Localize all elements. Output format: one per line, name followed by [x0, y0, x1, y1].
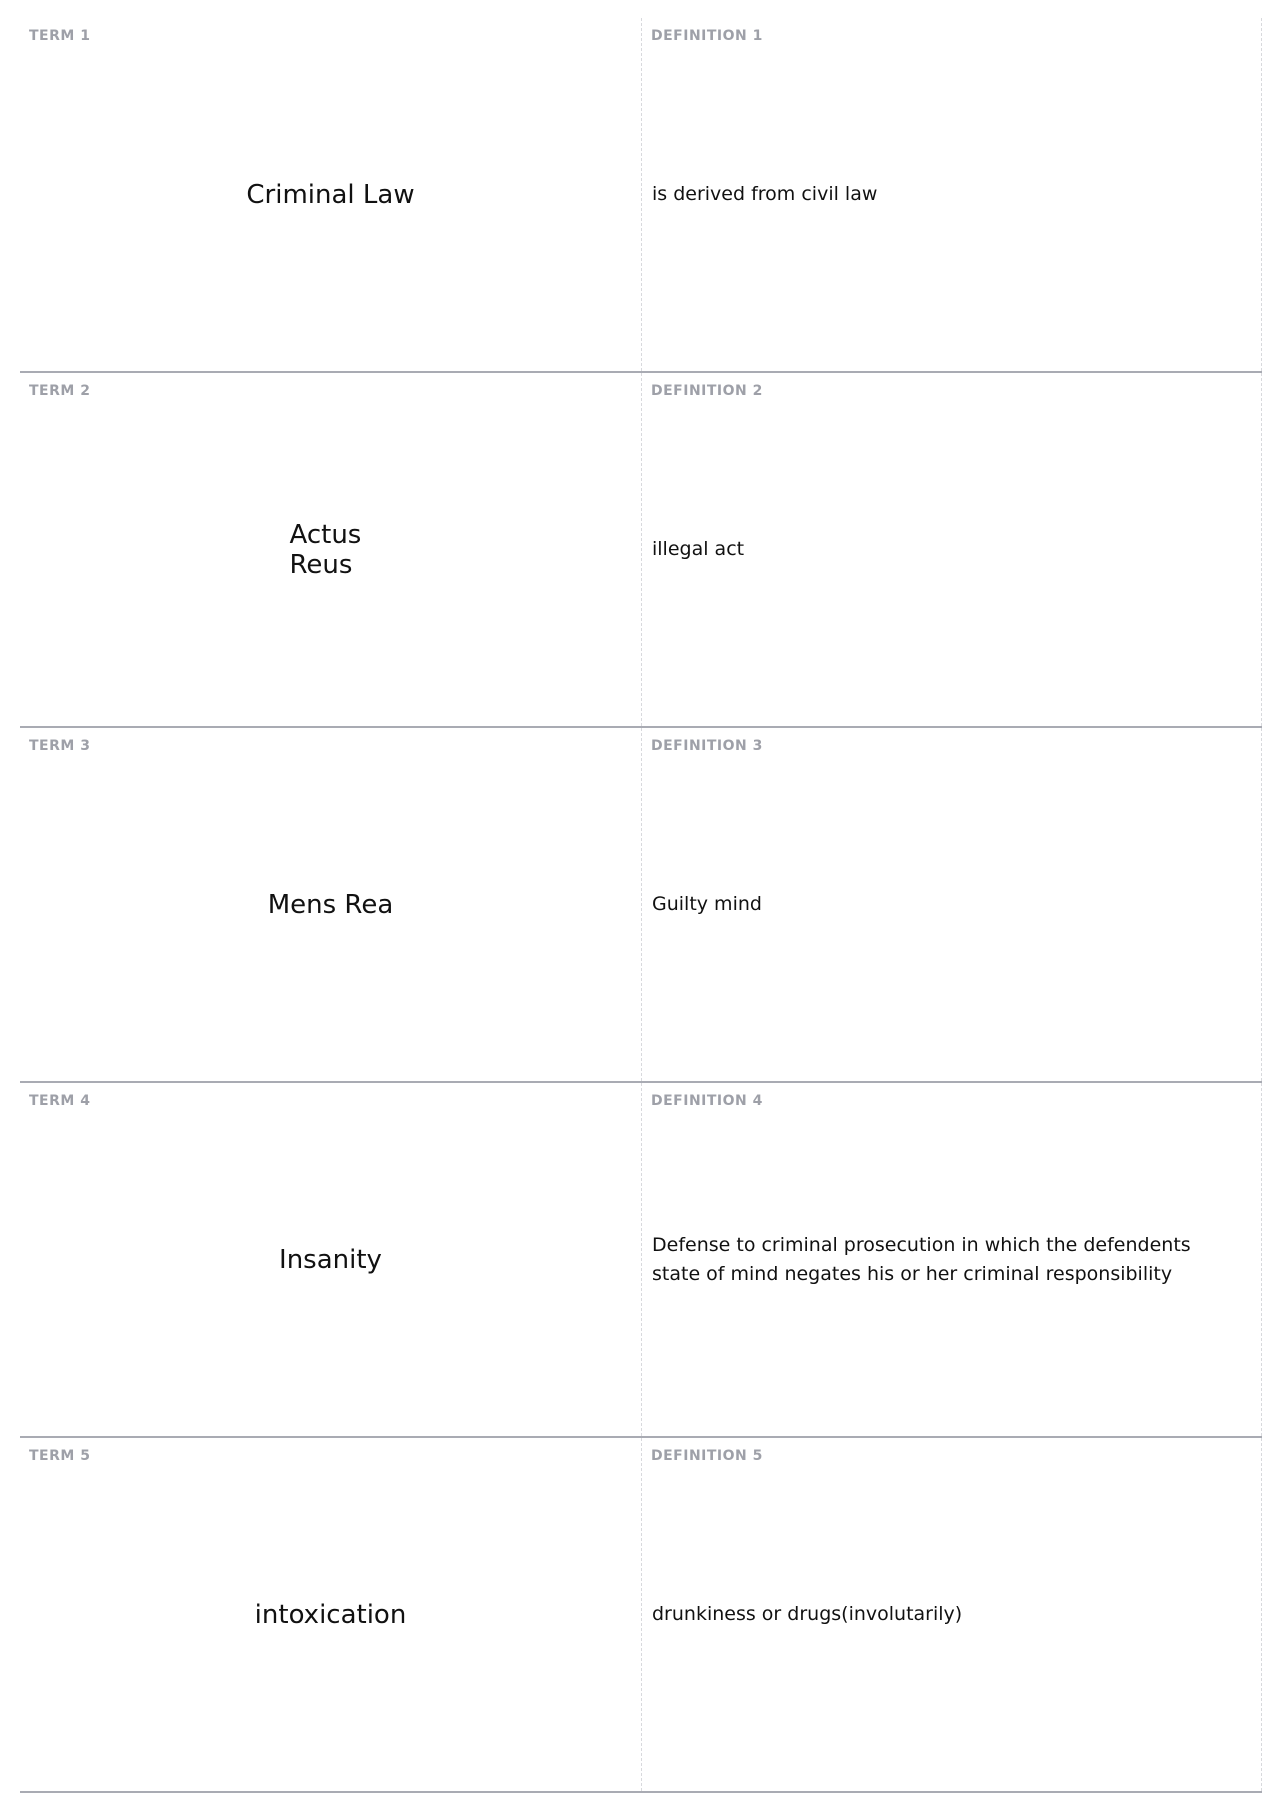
flashcard-row-4	[20, 1083, 1262, 1438]
flashcard-row-1	[20, 18, 1262, 373]
definition-cell	[642, 1438, 1262, 1791]
flashcard-row-3	[20, 728, 1262, 1083]
definition-label: DEFINITION 1	[651, 28, 763, 44]
definition-text: illegal act	[652, 538, 745, 560]
term-text: intoxication	[254, 1599, 407, 1630]
term-cell	[20, 1438, 642, 1791]
definition-cell	[642, 373, 1262, 726]
term-cell	[20, 728, 642, 1081]
definition-text: Guilty mind	[652, 893, 762, 915]
term-label: TERM 5	[29, 1448, 91, 1464]
definition-label: DEFINITION 5	[651, 1448, 763, 1464]
term-label: TERM 3	[29, 738, 91, 754]
flashcard-sheet	[20, 18, 1262, 1793]
definition-cell	[642, 728, 1262, 1081]
term-cell	[20, 1083, 642, 1436]
definition-text: drunkiness or drugs(involutarily)	[652, 1603, 963, 1625]
term-label: TERM 4	[29, 1093, 91, 1109]
term-text: Mens Rea	[267, 889, 394, 920]
definition-text: is derived from civil law	[652, 183, 878, 205]
term-text: Criminal Law	[246, 179, 415, 210]
definition-label: DEFINITION 4	[651, 1093, 763, 1109]
definition-cell	[642, 1083, 1262, 1436]
term-text: Insanity	[279, 1244, 382, 1275]
term-label: TERM 2	[29, 383, 91, 399]
term-cell	[20, 18, 642, 371]
definition-cell	[642, 18, 1262, 371]
definition-text: Defense to criminal prosecution in which the defendents state of mind negates his or her criminal responsibility	[652, 1233, 1191, 1285]
flashcard-row-5	[20, 1438, 1262, 1793]
term-text: Actus Reus	[289, 519, 362, 580]
term-cell	[20, 373, 642, 726]
definition-label: DEFINITION 3	[651, 738, 763, 754]
definition-label: DEFINITION 2	[651, 383, 763, 399]
term-label: TERM 1	[29, 28, 91, 44]
flashcard-row-2	[20, 373, 1262, 728]
